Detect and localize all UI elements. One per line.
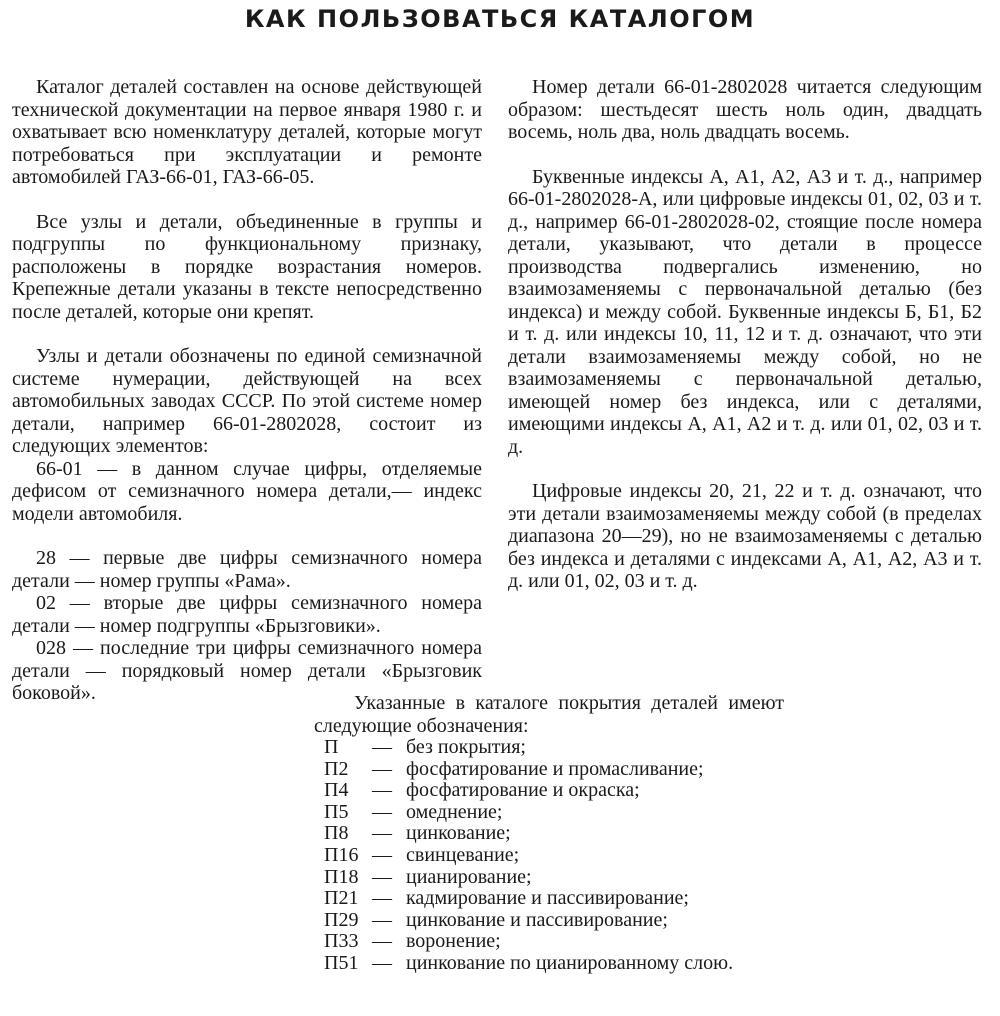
coating-dash: — [372,779,392,802]
coating-dash: — [372,865,392,888]
paragraph-groups: Все узлы и детали, объединенные в группы и подгруппы по функциональному признаку, расположены в порядке возрастания номеров. Крепежные детали указаны в тексте непосредственно после деталей, которые они крепят. [12,210,482,323]
coating-description: свинцевание; [406,843,520,866]
right-column [508,76,982,593]
coatings-table [324,737,733,975]
coating-code: П2 [324,757,349,780]
paragraph-serial-number: 028 — последние три цифры семизначного номера детали — порядковый номер детали «Брызговик боковой». [12,637,482,704]
coating-code: П [324,736,339,758]
coating-dash: — [372,930,392,953]
coating-description: цианирование; [406,865,532,888]
paragraph-group-number: 28 — первые две цифры семизначного номера детали — номер группы «Рама». [12,547,482,592]
coating-code: П5 [324,800,349,823]
coating-row [324,888,733,910]
coating-row [324,780,733,802]
coating-description: омеднение; [406,800,503,823]
coating-description: цинкование и пассивирование; [406,908,668,931]
coating-row [324,867,733,889]
paragraph-numbering-system: Узлы и детали обозначены по единой семизначной системе нумерации, действующей на всех автомобильных заводах СССР. По этой системе номер детали, например 66-01-2802028, состоит из следующих элементов: [12,345,482,457]
coating-code: П8 [324,822,349,845]
paragraph-model-index: 66-01 — в данном случае цифры, отделяемые дефисом от семизначного номера детали,— индекс модели автомобиля. [12,457,482,525]
coating-dash: — [372,951,392,974]
left-column [12,76,482,705]
coating-code: П51 [324,951,359,974]
coating-code: П16 [324,843,359,866]
coating-dash: — [372,736,392,758]
coatings-legend [314,692,784,975]
page-title: КАК ПОЛЬЗОВАТЬСЯ КАТАЛОГОМ [244,5,756,33]
coating-row [324,910,733,932]
coating-row [324,953,733,975]
coating-row [324,759,733,781]
coating-row [324,845,733,867]
coating-row [324,823,733,845]
paragraph-digit-indexes: Цифровые индексы 20, 21, 22 и т. д. означают, что эти детали взаимозаменяемы между собой (в пределах диапазона 20—29), но не взаимозаменяемы с деталью без индекса и деталями с индексами А, А1, А2, А3 и т. д. или 01, 02, 03 и т. д. [508,480,982,592]
paragraph-intro: Каталог деталей составлен на основе действующей технической документации на первое января 1980 г. и охватывает всю номенклатуру деталей, которые могут потребоваться при эксплуатации и ремонте автомобилей ГАЗ-66-01, ГАЗ-66-05. [12,76,482,188]
coating-description: кадмирование и пассивирование; [406,887,689,910]
coating-code: П33 [324,930,359,953]
coating-row [324,802,733,824]
coating-row [324,931,733,953]
coating-description: фосфатирование и промасливание; [406,757,704,780]
coating-dash: — [372,757,392,780]
coatings-intro: Указанные в каталоге покрытия деталей имеют следующие обозначения: [314,692,784,737]
coating-dash: — [372,800,392,823]
coating-code: П21 [324,887,359,910]
coating-dash: — [372,843,392,866]
coating-code: П4 [324,779,349,802]
paragraph-letter-indexes: Буквенные индексы А, А1, А2, А3 и т. д., например 66-01-2802028-А, или цифровые индексы 01, 02, 03 и т. д., например 66-01-2802028-02, стоящие после номера детали, указывают, что детали в процессе производства подвергались изменению, но взаимозаменяемы с первоначальной деталью (без индекса) и между собой. Буквенные индексы Б, Б1, Б2 и т. д. или индексы 10, 11, 12 и т. д. означают, что эти детали взаимозаменяемы между собой, но не взаимозаменяемы с первоначальной деталью, имеющей номер без индекса, или с деталями, имеющими индексы А, А1, А2 и т. д. или 01, 02, 03 и т. д. [508,165,982,458]
paragraph-subgroup-number: 02 — вторые две цифры семизначного номера детали — номер подгруппы «Брызговики». [12,592,482,637]
coating-description: без покрытия; [406,736,526,758]
coating-description: фосфатирование и окраска; [406,779,640,802]
coating-code: П18 [324,865,359,888]
coating-dash: — [372,908,392,931]
coating-description: цинкование; [406,822,511,845]
coating-dash: — [372,887,392,910]
paragraph-reading-number: Номер детали 66-01-2802028 читается следующим образом: шестьдесят шесть ноль один, двадцать восемь, ноль два, ноль двадцать восемь. [508,76,982,143]
coating-row [324,737,733,759]
coating-description: воронение; [406,930,501,953]
coating-code: П29 [324,908,359,931]
coating-dash: — [372,822,392,845]
coating-description: цинкование по цианированному слою. [406,951,734,974]
